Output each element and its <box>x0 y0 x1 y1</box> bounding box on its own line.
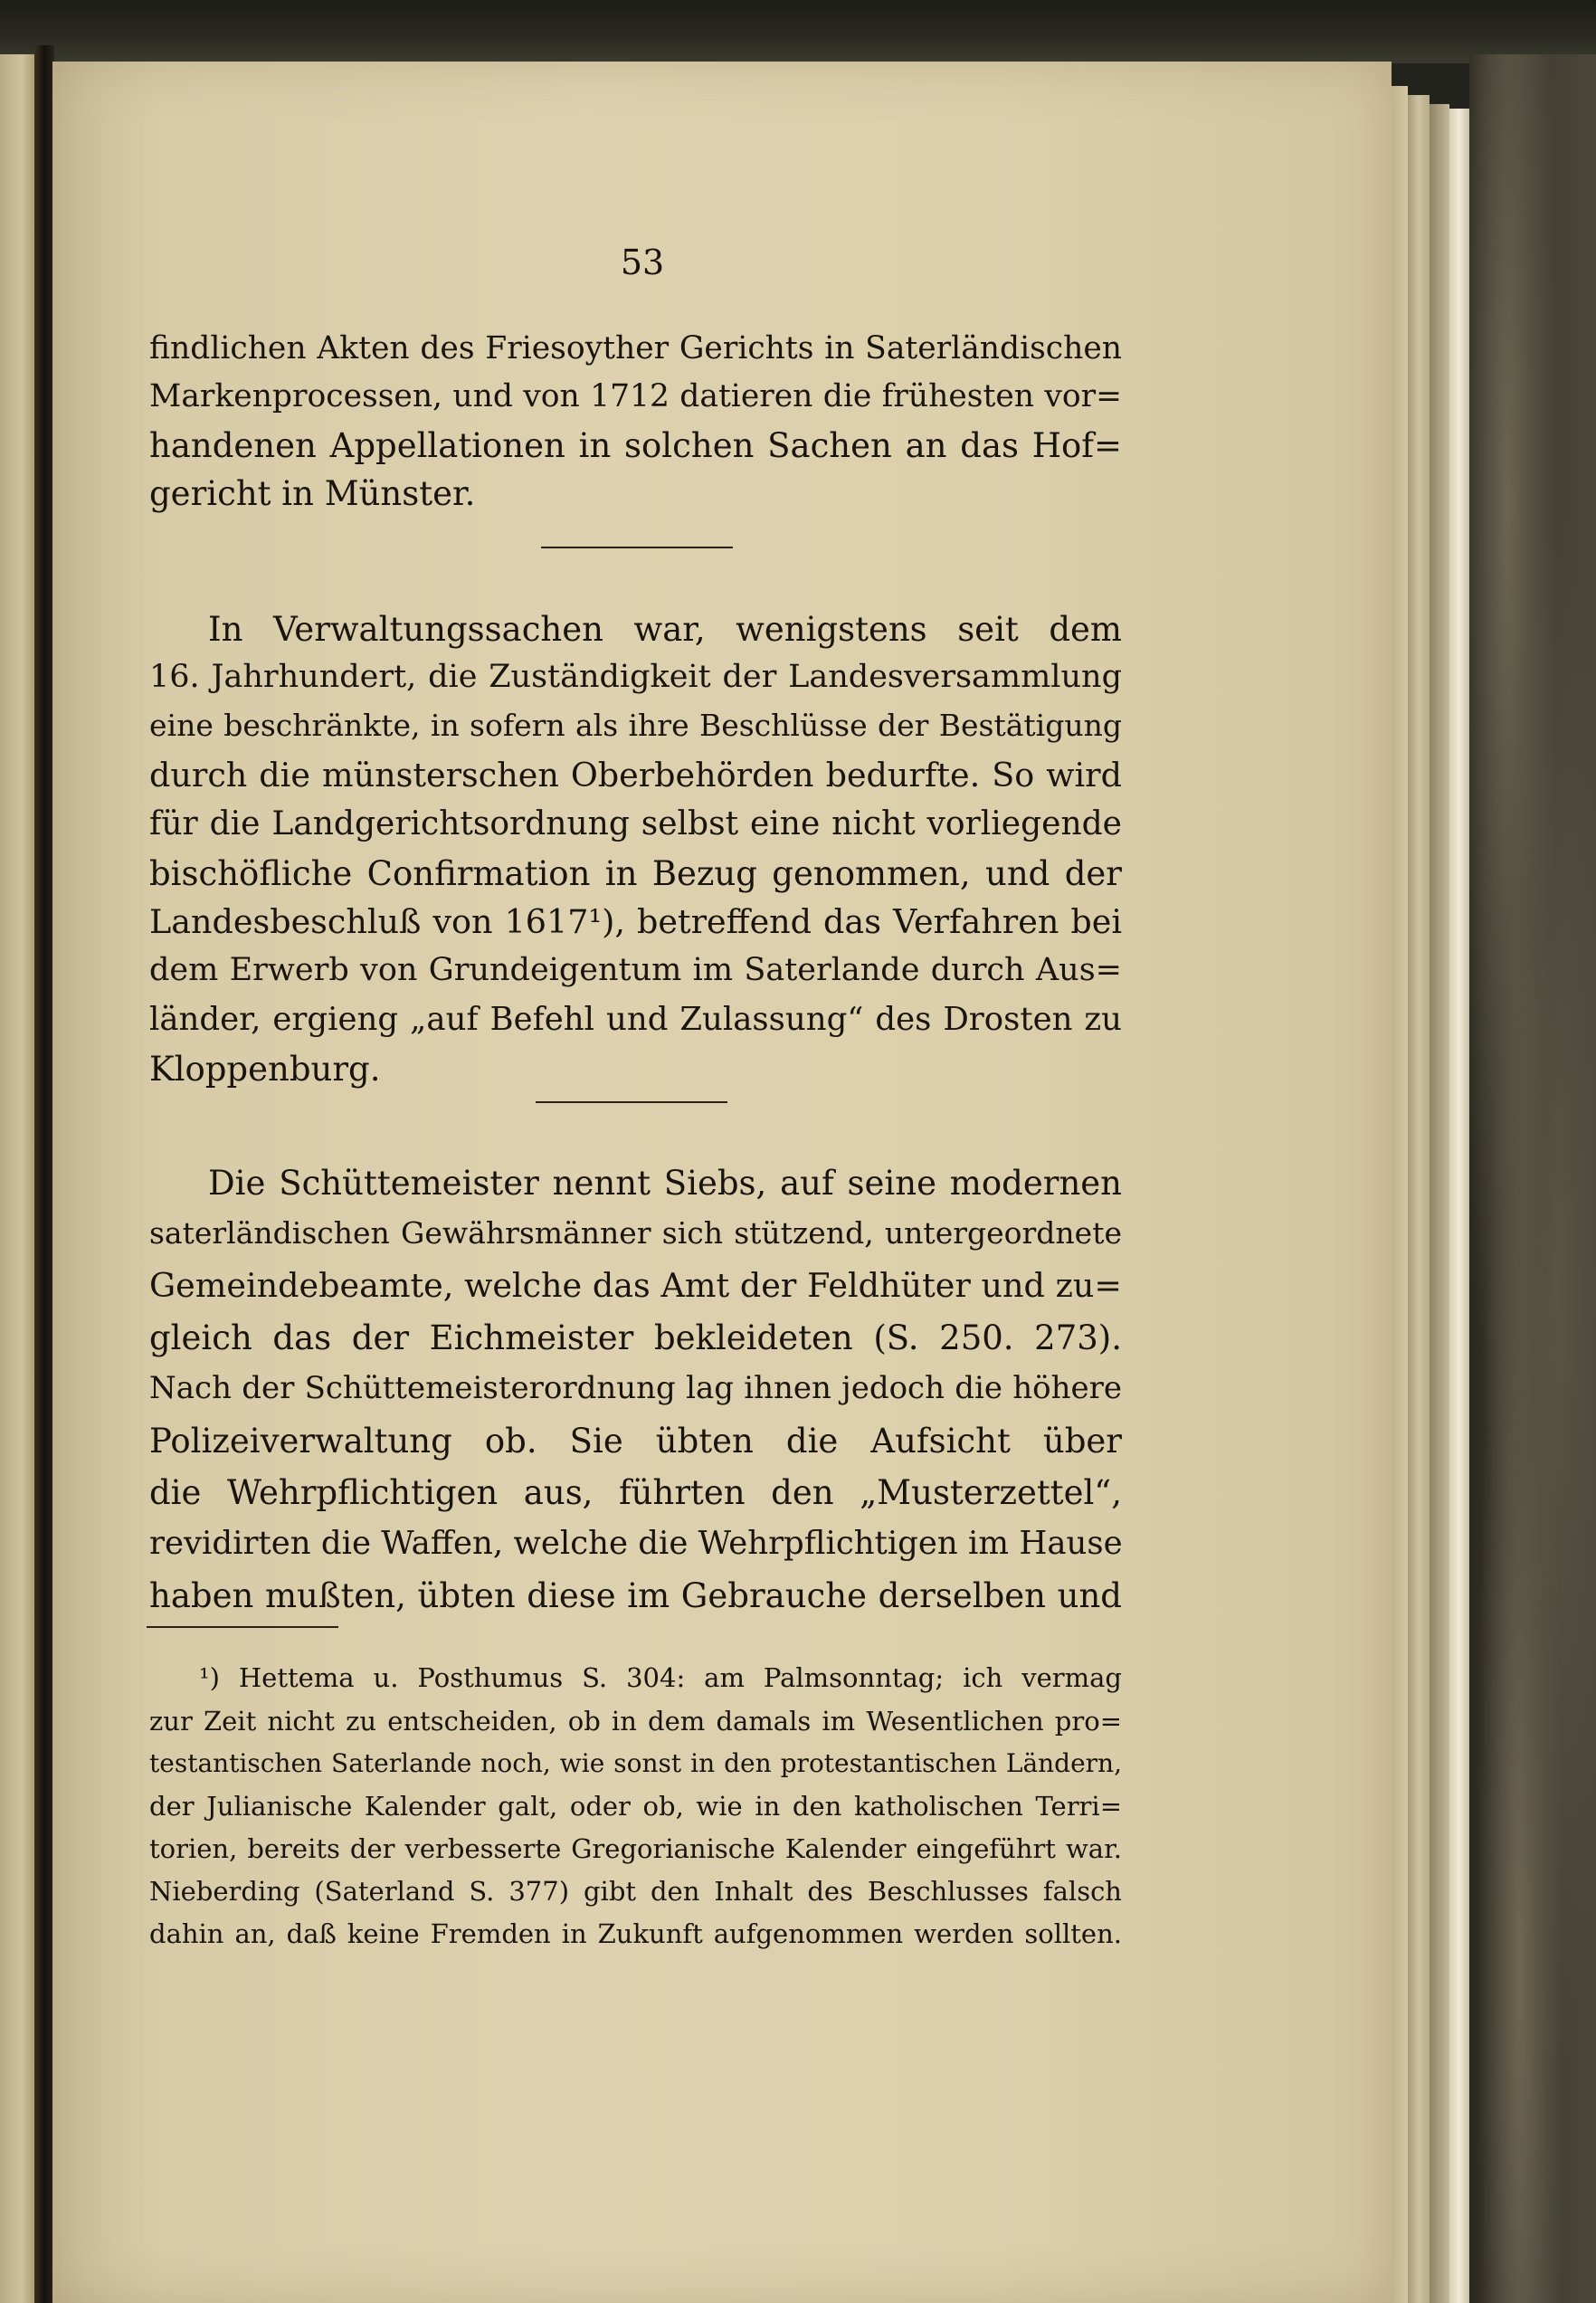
body-text-line: dem Erwerb von Grundeigentum im Saterlande durch Aus= <box>149 952 1122 988</box>
body-text-line: durch die münsterschen Oberbehörden bedurfte. So wird <box>149 756 1122 795</box>
section-divider <box>536 1101 727 1103</box>
body-text-line: findlichen Akten des Friesoyther Gerichts in Saterländischen <box>149 330 1122 366</box>
body-text-line: Nach der Schüttemeisterordnung lag ihnen jedoch die höhere <box>149 1370 1122 1406</box>
body-text-line: bischöfliche Confirmation in Bezug genommen, und der <box>149 854 1122 893</box>
body-text-line: länder, ergieng „auf Befehl und Zulassung“ des Drosten zu <box>149 1001 1122 1038</box>
body-text-line: Gemeindebeamte, welche das Amt der Feldhüter und zu= <box>149 1266 1122 1305</box>
body-text-line: für die Landgerichtsordnung selbst eine nicht vorliegende <box>149 805 1122 842</box>
page-edge <box>1408 95 1430 2303</box>
footnote-line: torien, bereits der verbesserte Gregorianische Kalender eingeführt war. <box>149 1833 1122 1864</box>
body-text-line: In Verwaltungssachen war, wenigstens seit dem <box>208 610 1122 649</box>
body-text-line: haben mußten, übten diese im Gebrauche derselben und <box>149 1576 1122 1615</box>
footnote-rule <box>147 1626 338 1628</box>
footnote-line: Nieberding (Saterland S. 377) gibt den Inhalt des Beschlusses falsch <box>149 1876 1122 1907</box>
footnote-line: ¹) Hettema u. Posthumus S. 304: am Palmsonntag; ich vermag <box>199 1662 1122 1693</box>
body-text-line: handenen Appellationen in solchen Sachen an das Hof= <box>149 426 1122 465</box>
body-text-line: gleich das der Eichmeister bekleideten (S. 250. 273). <box>149 1318 1122 1357</box>
page-edge <box>1430 104 1449 2303</box>
body-text-line: 16. Jahrhundert, die Zuständigkeit der Landesversammlung <box>149 659 1122 695</box>
footnote-line: der Julianische Kalender galt, oder ob, wie in den katholischen Terri= <box>149 1791 1122 1822</box>
page-edge <box>1392 86 1408 2303</box>
body-text-line: Polizeiverwaltung ob. Sie übten die Aufsicht über <box>149 1422 1122 1461</box>
page-edge <box>1449 109 1469 2303</box>
page-number: 53 <box>620 243 665 282</box>
body-text-line: Kloppenburg. <box>149 1050 381 1089</box>
body-text-line: die Wehrpflichtigen aus, führten den „Musterzettel“, <box>149 1473 1122 1512</box>
body-text-line: Die Schüttemeister nennt Siebs, auf seine modernen <box>208 1164 1122 1203</box>
left-facing-page <box>0 54 36 2303</box>
body-text-line: revidirten die Waffen, welche die Wehrpflichtigen im Hause <box>149 1525 1123 1562</box>
footnote-line: zur Zeit nicht zu entscheiden, ob in dem damals im Wesentlichen pro= <box>149 1706 1122 1737</box>
footnote-line: dahin an, daß keine Fremden in Zukunft aufgenommen werden sollten. <box>149 1918 1122 1949</box>
body-text-line: Markenprocessen, und von 1712 datieren die frühesten vor= <box>149 378 1122 414</box>
body-text-line: Landesbeschluß von 1617¹), betreffend das Verfahren bei <box>149 902 1122 941</box>
body-text-line: saterländischen Gewährsmänner sich stützend, untergeordnete <box>149 1215 1122 1251</box>
body-text-line: eine beschränkte, in sofern als ihre Beschlüsse der Bestätigung <box>149 708 1122 743</box>
footnote-line: testantischen Saterlande noch, wie sonst in den protestantischen Ländern, <box>149 1748 1122 1778</box>
body-text-line: gericht in Münster. <box>149 474 476 513</box>
marbled-cover-board <box>1469 54 1596 2303</box>
section-divider <box>541 547 733 548</box>
scan-background-top <box>0 0 1596 63</box>
book-gutter <box>34 45 54 2303</box>
